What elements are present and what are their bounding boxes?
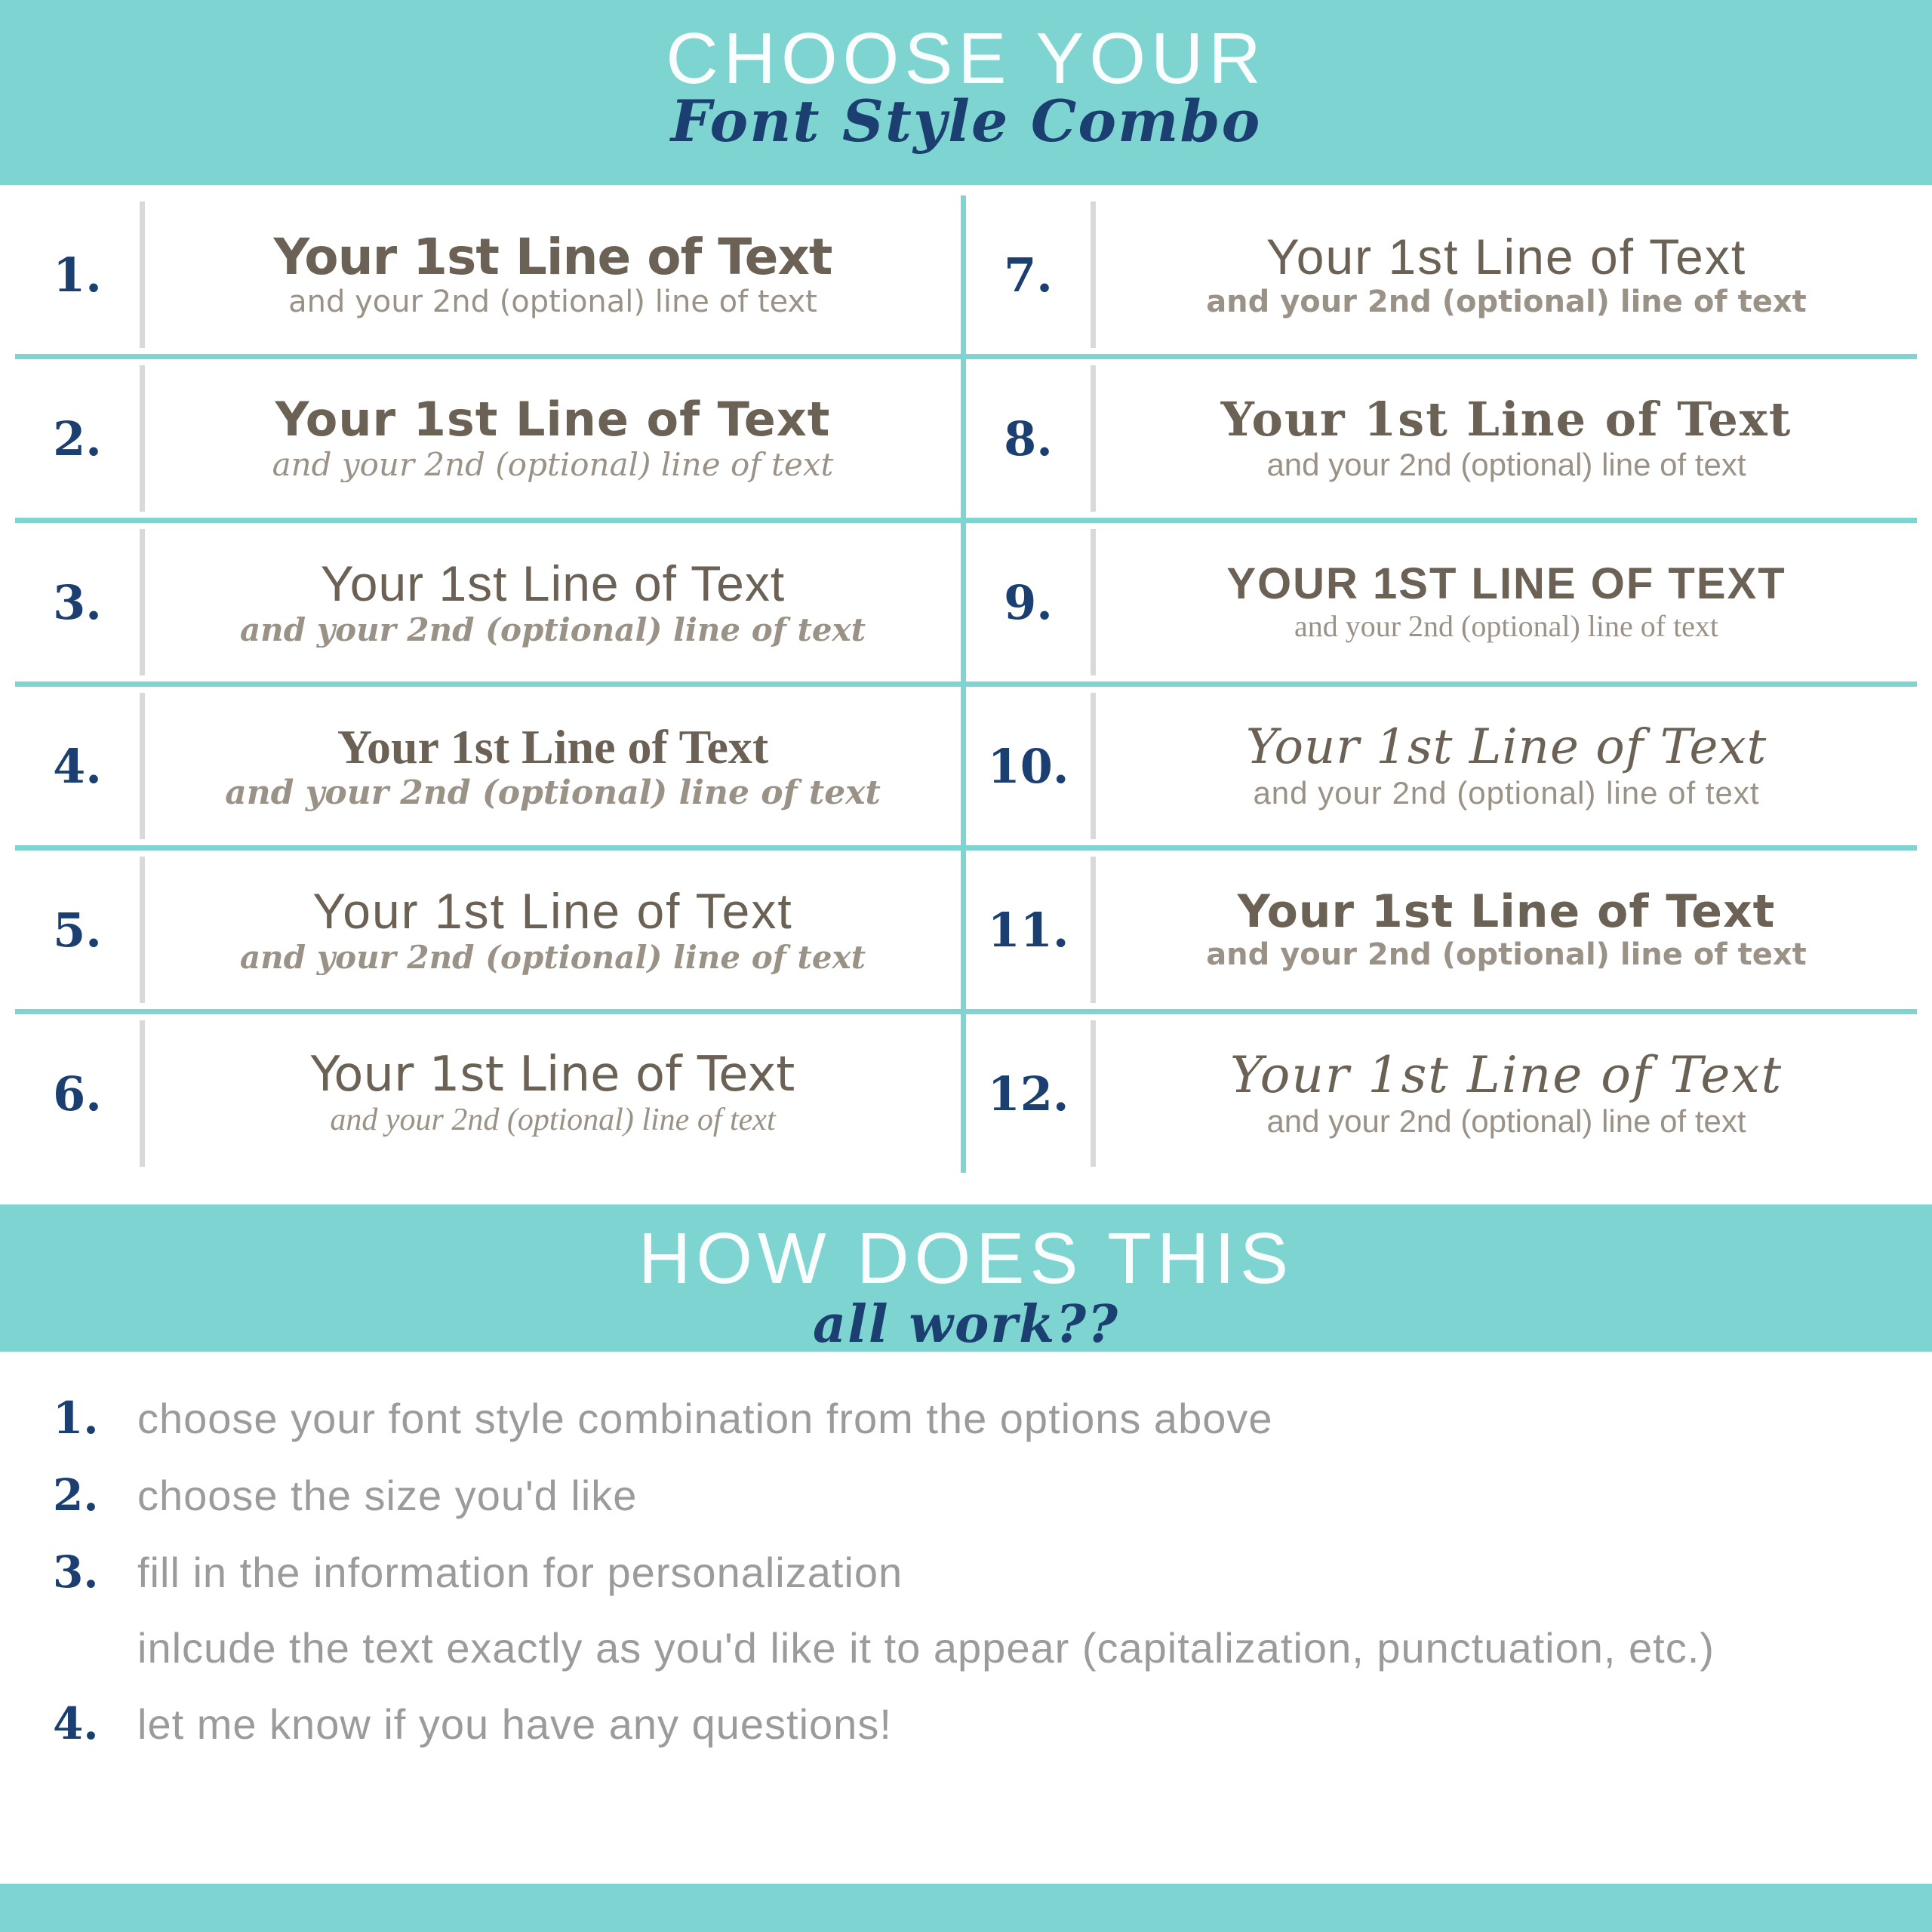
option-number: 2.	[15, 365, 145, 512]
option-number: 3.	[15, 529, 145, 675]
font-option-3[interactable]	[15, 523, 966, 681]
option-preview	[1096, 395, 1917, 482]
option-number: 7.	[966, 202, 1096, 348]
page-subtitle-script: Font Style Combo	[670, 87, 1262, 155]
table-row	[15, 523, 1917, 687]
option-number: 12.	[966, 1020, 1096, 1167]
option-preview	[145, 557, 961, 648]
preview-line-2: and your 2nd (optional) line of text	[330, 1103, 776, 1138]
preview-line-2: and your 2nd (optional) line of text	[1266, 446, 1746, 482]
table-row	[15, 1014, 1917, 1173]
step-text: choose the size you'd like	[137, 1472, 638, 1519]
option-preview	[1096, 721, 1917, 811]
step-number: 2.	[53, 1469, 99, 1521]
table-row	[15, 687, 1917, 851]
option-number: 8.	[966, 365, 1096, 512]
preview-line-1: Your 1st Line of Text	[1266, 229, 1747, 285]
list-item	[53, 1469, 1879, 1521]
preview-line-1: Your 1st Line of Text	[1237, 888, 1776, 939]
preview-line-1: Your 1st Line of Text	[320, 556, 786, 611]
preview-line-2: and your 2nd (optional) line of text	[288, 285, 817, 320]
font-option-12[interactable]	[966, 1014, 1917, 1173]
instructions-subtitle-script: all work??	[813, 1294, 1119, 1355]
preview-line-1: Your 1st Line of Text	[1220, 395, 1792, 447]
option-number: 1.	[15, 202, 145, 348]
option-preview	[145, 1049, 961, 1138]
list-item-note	[53, 1623, 1879, 1672]
preview-line-2: and your 2nd (optional) line of text	[1206, 937, 1807, 972]
preview-line-2: and your 2nd (optional) line of text	[272, 445, 834, 482]
table-row	[15, 851, 1917, 1014]
preview-line-2: and your 2nd (optional) line of text	[1294, 608, 1719, 643]
font-option-7[interactable]	[966, 195, 1917, 354]
option-number: 9.	[966, 529, 1096, 675]
preview-line-2: and your 2nd (optional) line of text	[1206, 285, 1807, 320]
preview-line-1: YOUR 1ST LINE OF TEXT	[1226, 561, 1786, 609]
preview-line-2: and your 2nd (optional) line of text	[225, 773, 881, 812]
font-option-10[interactable]	[966, 687, 1917, 845]
table-row	[15, 359, 1917, 523]
step-text: fill in the information for personalization	[137, 1549, 903, 1596]
instructions-title: HOW DOES THIS	[638, 1218, 1294, 1299]
preview-line-1: Your 1st Line of Text	[1245, 721, 1767, 775]
option-preview	[1096, 561, 1917, 643]
list-item	[53, 1546, 1879, 1598]
font-option-1[interactable]	[15, 195, 966, 354]
page-title: CHOOSE YOUR	[666, 18, 1266, 99]
font-option-4[interactable]	[15, 687, 966, 845]
preview-line-1: Your 1st Line of Text	[275, 395, 831, 447]
list-item	[53, 1698, 1879, 1749]
step-text: choose your font style combination from the options above	[137, 1395, 1273, 1442]
list-item	[53, 1392, 1879, 1444]
option-preview	[1096, 888, 1917, 972]
preview-line-2: and your 2nd (optional) line of text	[1253, 775, 1760, 811]
option-number: 5.	[15, 857, 145, 1003]
preview-line-1: Your 1st Line of Text	[273, 229, 832, 286]
font-option-5[interactable]	[15, 851, 966, 1009]
preview-line-2: and your 2nd (optional) line of text	[239, 611, 866, 648]
option-preview	[145, 884, 961, 975]
option-preview	[1096, 230, 1917, 319]
footer-banner	[0, 1884, 1932, 1932]
preview-line-1: Your 1st Line of Text	[310, 1048, 795, 1103]
option-number: 11.	[966, 857, 1096, 1003]
step-number: 4.	[53, 1698, 99, 1749]
option-number: 4.	[15, 693, 145, 839]
font-option-6[interactable]	[15, 1014, 966, 1173]
preview-line-1: Your 1st Line of Text	[1229, 1048, 1783, 1104]
font-option-2[interactable]	[15, 359, 966, 518]
option-preview	[145, 230, 961, 319]
preview-line-2: and your 2nd (optional) line of text	[239, 939, 866, 976]
preview-line-1: Your 1st Line of Text	[312, 884, 793, 939]
font-option-9[interactable]	[966, 523, 1917, 681]
table-row	[15, 195, 1917, 359]
font-option-8[interactable]	[966, 359, 1917, 518]
step-note-text: inlcude the text exactly as you'd like it to appear (capitalization, punctuation, etc.)	[137, 1624, 1715, 1672]
preview-line-1: Your 1st Line of Text	[337, 720, 769, 774]
header-banner	[0, 0, 1932, 185]
instructions-banner	[0, 1204, 1932, 1355]
option-preview	[145, 395, 961, 482]
option-number: 10.	[966, 693, 1096, 839]
step-text: let me know if you have any questions!	[137, 1700, 892, 1748]
font-option-11[interactable]	[966, 851, 1917, 1009]
step-number: 1.	[53, 1392, 99, 1444]
option-preview	[145, 721, 961, 811]
option-number: 6.	[15, 1020, 145, 1167]
preview-line-2: and your 2nd (optional) line of text	[1266, 1103, 1746, 1140]
step-number: 3.	[53, 1546, 99, 1598]
instructions-list	[0, 1352, 1932, 1749]
font-style-list	[0, 195, 1932, 1173]
option-preview	[1096, 1048, 1917, 1139]
